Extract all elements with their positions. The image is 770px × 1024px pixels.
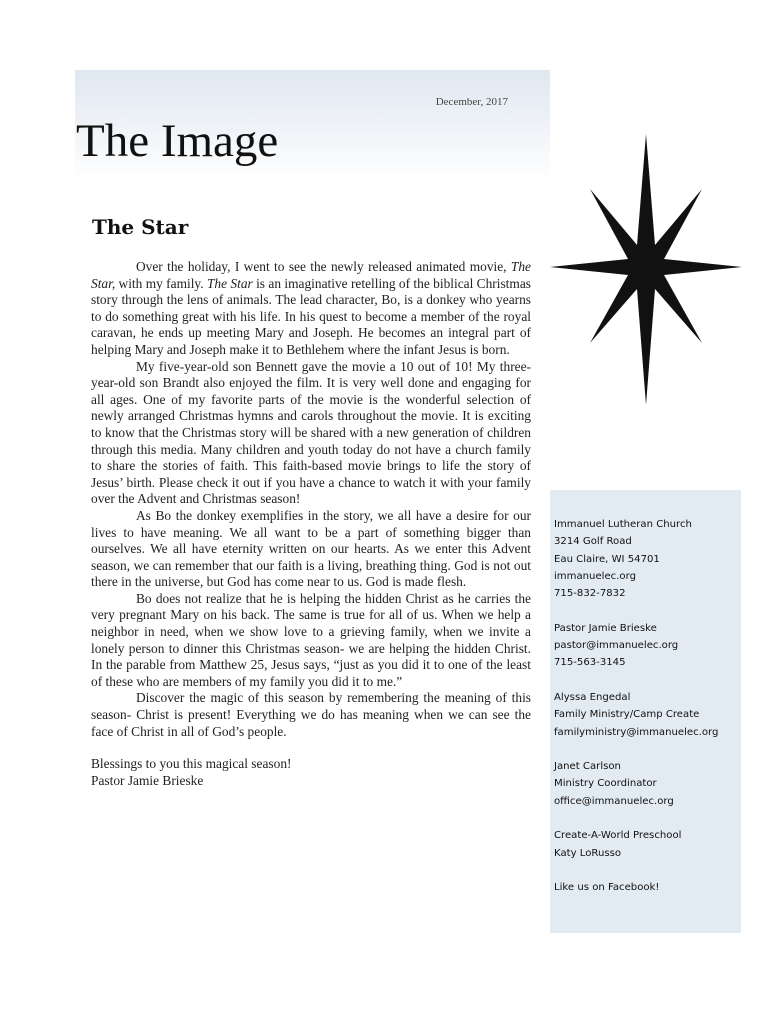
- article-closing: [91, 756, 531, 789]
- contact-line: Create-A-World Preschool: [554, 830, 682, 842]
- closing-signature: Pastor Jamie Brieske: [91, 772, 204, 788]
- contact-block: [554, 758, 739, 810]
- contact-link[interactable]: office@immanuelec.org: [554, 795, 674, 807]
- paragraph-text: Discover the magic of this season by remembering the meaning of this season- Christ is present! Everything we do has meaning when we can see the face of Christ in all of God’s people.: [91, 690, 531, 739]
- article-paragraph: [91, 591, 531, 691]
- issue-date: December, 2017: [435, 96, 508, 108]
- paragraph-text: with my family.: [115, 275, 207, 291]
- contact-line: 715-563-3145: [554, 657, 626, 669]
- newsletter-masthead: The Image: [76, 115, 279, 167]
- paragraph-text: Over the holiday, I went to see the newly released animated movie,: [136, 259, 511, 274]
- contact-line: Pastor Jamie Brieske: [554, 622, 657, 634]
- contact-link[interactable]: Like us on Facebook!: [554, 882, 660, 894]
- movie-title-italic: The Star: [206, 275, 253, 291]
- closing-blessing: Blessings to you this magical season!: [91, 756, 292, 772]
- article-title: The Star: [92, 215, 189, 239]
- contact-link[interactable]: familyministry@immanuelec.org: [554, 726, 719, 738]
- article-paragraphs: [91, 259, 531, 740]
- contact-sidebar: [550, 490, 741, 933]
- contact-line: Immanuel Lutheran Church: [554, 519, 692, 530]
- article-body: [91, 259, 531, 789]
- paragraph-text: As Bo the donkey exemplifies in the story, we all have a desire for our lives to have meaning. We all want to be a part of something bigger than ourselves. We all have eternity written on our hearts. As we enter this Advent season, we can remember that our faith is a living, breathing thing. God is not out there in the universe, but God has come near to us. God is made flesh.: [91, 507, 531, 590]
- article-paragraph: [91, 508, 531, 591]
- movie-title-italic: The Star,: [91, 259, 531, 291]
- contact-block: [554, 620, 739, 672]
- paragraph-text: is an imaginative retelling of the biblical Christmas story through the lens of animals. The lead character, Bo, is a donkey who yearns to do something great with his life. In his quest to become a member of the royal caravan, he ends up meeting Mary and Joseph. He becomes an integral part of helping Mary and Joseph make it to Bethlehem where the infant Jesus is born.: [91, 275, 531, 357]
- contact-block: [554, 516, 739, 602]
- eight-point-star-icon: [548, 132, 744, 407]
- contact-line: 715-832-7832: [554, 588, 626, 600]
- contact-block: [554, 689, 739, 741]
- contact-line: Ministry Coordinator: [554, 778, 657, 790]
- contact-line: 3214 Golf Road: [554, 536, 632, 548]
- contact-line: Katy LoRusso: [554, 847, 622, 859]
- contact-line: Janet Carlson: [554, 761, 621, 773]
- paragraph-text: My five-year-old son Bennett gave the movie a 10 out of 10! My three-year-old son Brandt also enjoyed the film. It is very well done and engaging for all ages. One of my favorite parts of the movie is the wonderful selection of newly arranged Christmas hymns and carols throughout the movie. It is exciting to know that the Christmas story will be shared with a new generation of children through this media. Many children and youth today do not have a church family to share the stories of faith. This faith-based movie brings to life the story of Jesus’ birth. Please check it out if you have a chance to watch it with your family over the Advent and Christmas season!: [91, 358, 531, 507]
- article-paragraph: [91, 359, 531, 508]
- contact-line: Eau Claire, WI 54701: [554, 553, 660, 565]
- article-paragraph: [91, 690, 531, 740]
- contact-link[interactable]: pastor@immanuelec.org: [554, 640, 679, 652]
- contact-link[interactable]: immanuelec.org: [554, 570, 636, 582]
- contact-line: Family Ministry/Camp Create: [554, 709, 700, 721]
- contact-block: [554, 879, 739, 896]
- paragraph-text: Bo does not realize that he is helping the hidden Christ as he carries the very pregnant Mary on his back. The same is true for all of us. When we help a neighbor in need, when we show love to a grieving family, when we invite a lonely person to dinner this Christmas season- we are helping the hidden Christ. In the parable from Matthew 25, Jesus says, “just as you did it to one of the least of these who are members of my family you did it to me.”: [91, 590, 531, 689]
- contact-line: Alyssa Engedal: [554, 691, 631, 703]
- contact-list: [554, 516, 739, 914]
- contact-block: [554, 827, 739, 862]
- article-paragraph: [91, 259, 531, 359]
